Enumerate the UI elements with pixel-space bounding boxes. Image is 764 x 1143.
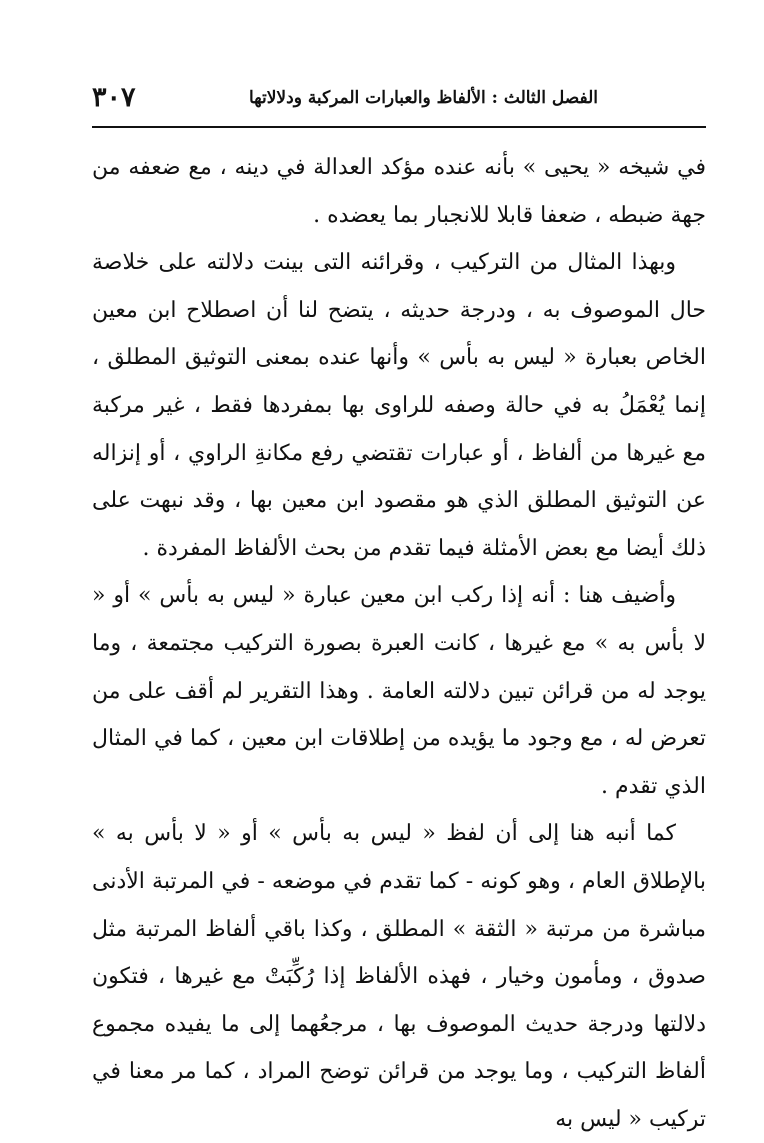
paragraph-continuation: في شيخه « يحيى » بأنه عنده مؤكد العدالة في دينه ، مع ضعفه من جهة ضبطه ، ضعفا قابلا للانجبار بما يعضده . [92,155,706,228]
chapter-title: الفصل الثالث : الألفاظ والعبارات المركبة ودلالاتها [248,88,598,108]
body-text [92,144,706,1143]
paragraph-example-analysis: وبهذا المثال من التركيب ، وقرائنه التى بينت دلالته على خلاصة حال الموصوف به ، ودرجة حديثه ، يتضح لنا أن اصطلاح ابن معين الخاص بعبارة « ليس به بأس » وأنها عنده بمعنى التوثيق المطلق ، إنما يُعْمَلُ به في حالة وصفه للراوى بها بمفردها فقط ، غير مركبة مع غيرها من ألفاظ ، أو عبارات تقتضي رفع مكانةِ الراوي ، أو إنزاله عن التوثيق المطلق الذي هو مقصود ابن معين بها ، وقد نبهت على ذلك أيضا مع بعض الأمثلة فيما تقدم من بحث الألفاظ المفردة . [92,250,706,561]
paragraph-addition: وأضيف هنا : أنه إذا ركب ابن معين عبارة « ليس به بأس » أو « لا بأس به » مع غيرها ، كانت العبرة بصورة التركيب مجتمعة ، وما يوجد له من قرائن تبين دلالته العامة . وهذا التقرير لم أقف على من تعرض له ، مع وجود ما يؤيده من إطلاقات ابن معين ، كما في المثال الذي تقدم . [92,583,706,799]
page-number: ٣٠٧ [92,82,136,113]
page-header [92,78,706,128]
paragraph-note: كما أنبه هنا إلى أن لفظ « ليس به بأس » أو « لا بأس به » بالإطلاق العام ، وهو كونه - كما تقدم في موضعه - في المرتبة الأدنى مباشرة من مرتبة « الثقة » المطلق ، وكذا باقي ألفاظ المرتبة مثل صدوق ، ومأمون وخيار ، فهذه الألفاظ إذا رُكِّبَتْ مع غيرها ، فتكون دلالتها ودرجة حديث الموصوف بها ، مرجعُهما إلى ما يفيده مجموع ألفاظ التركيب ، وما يوجد من قرائن توضح المراد ، كما مر معنا في تركيب « ليس به [92,821,706,1132]
header-divider [92,126,706,128]
